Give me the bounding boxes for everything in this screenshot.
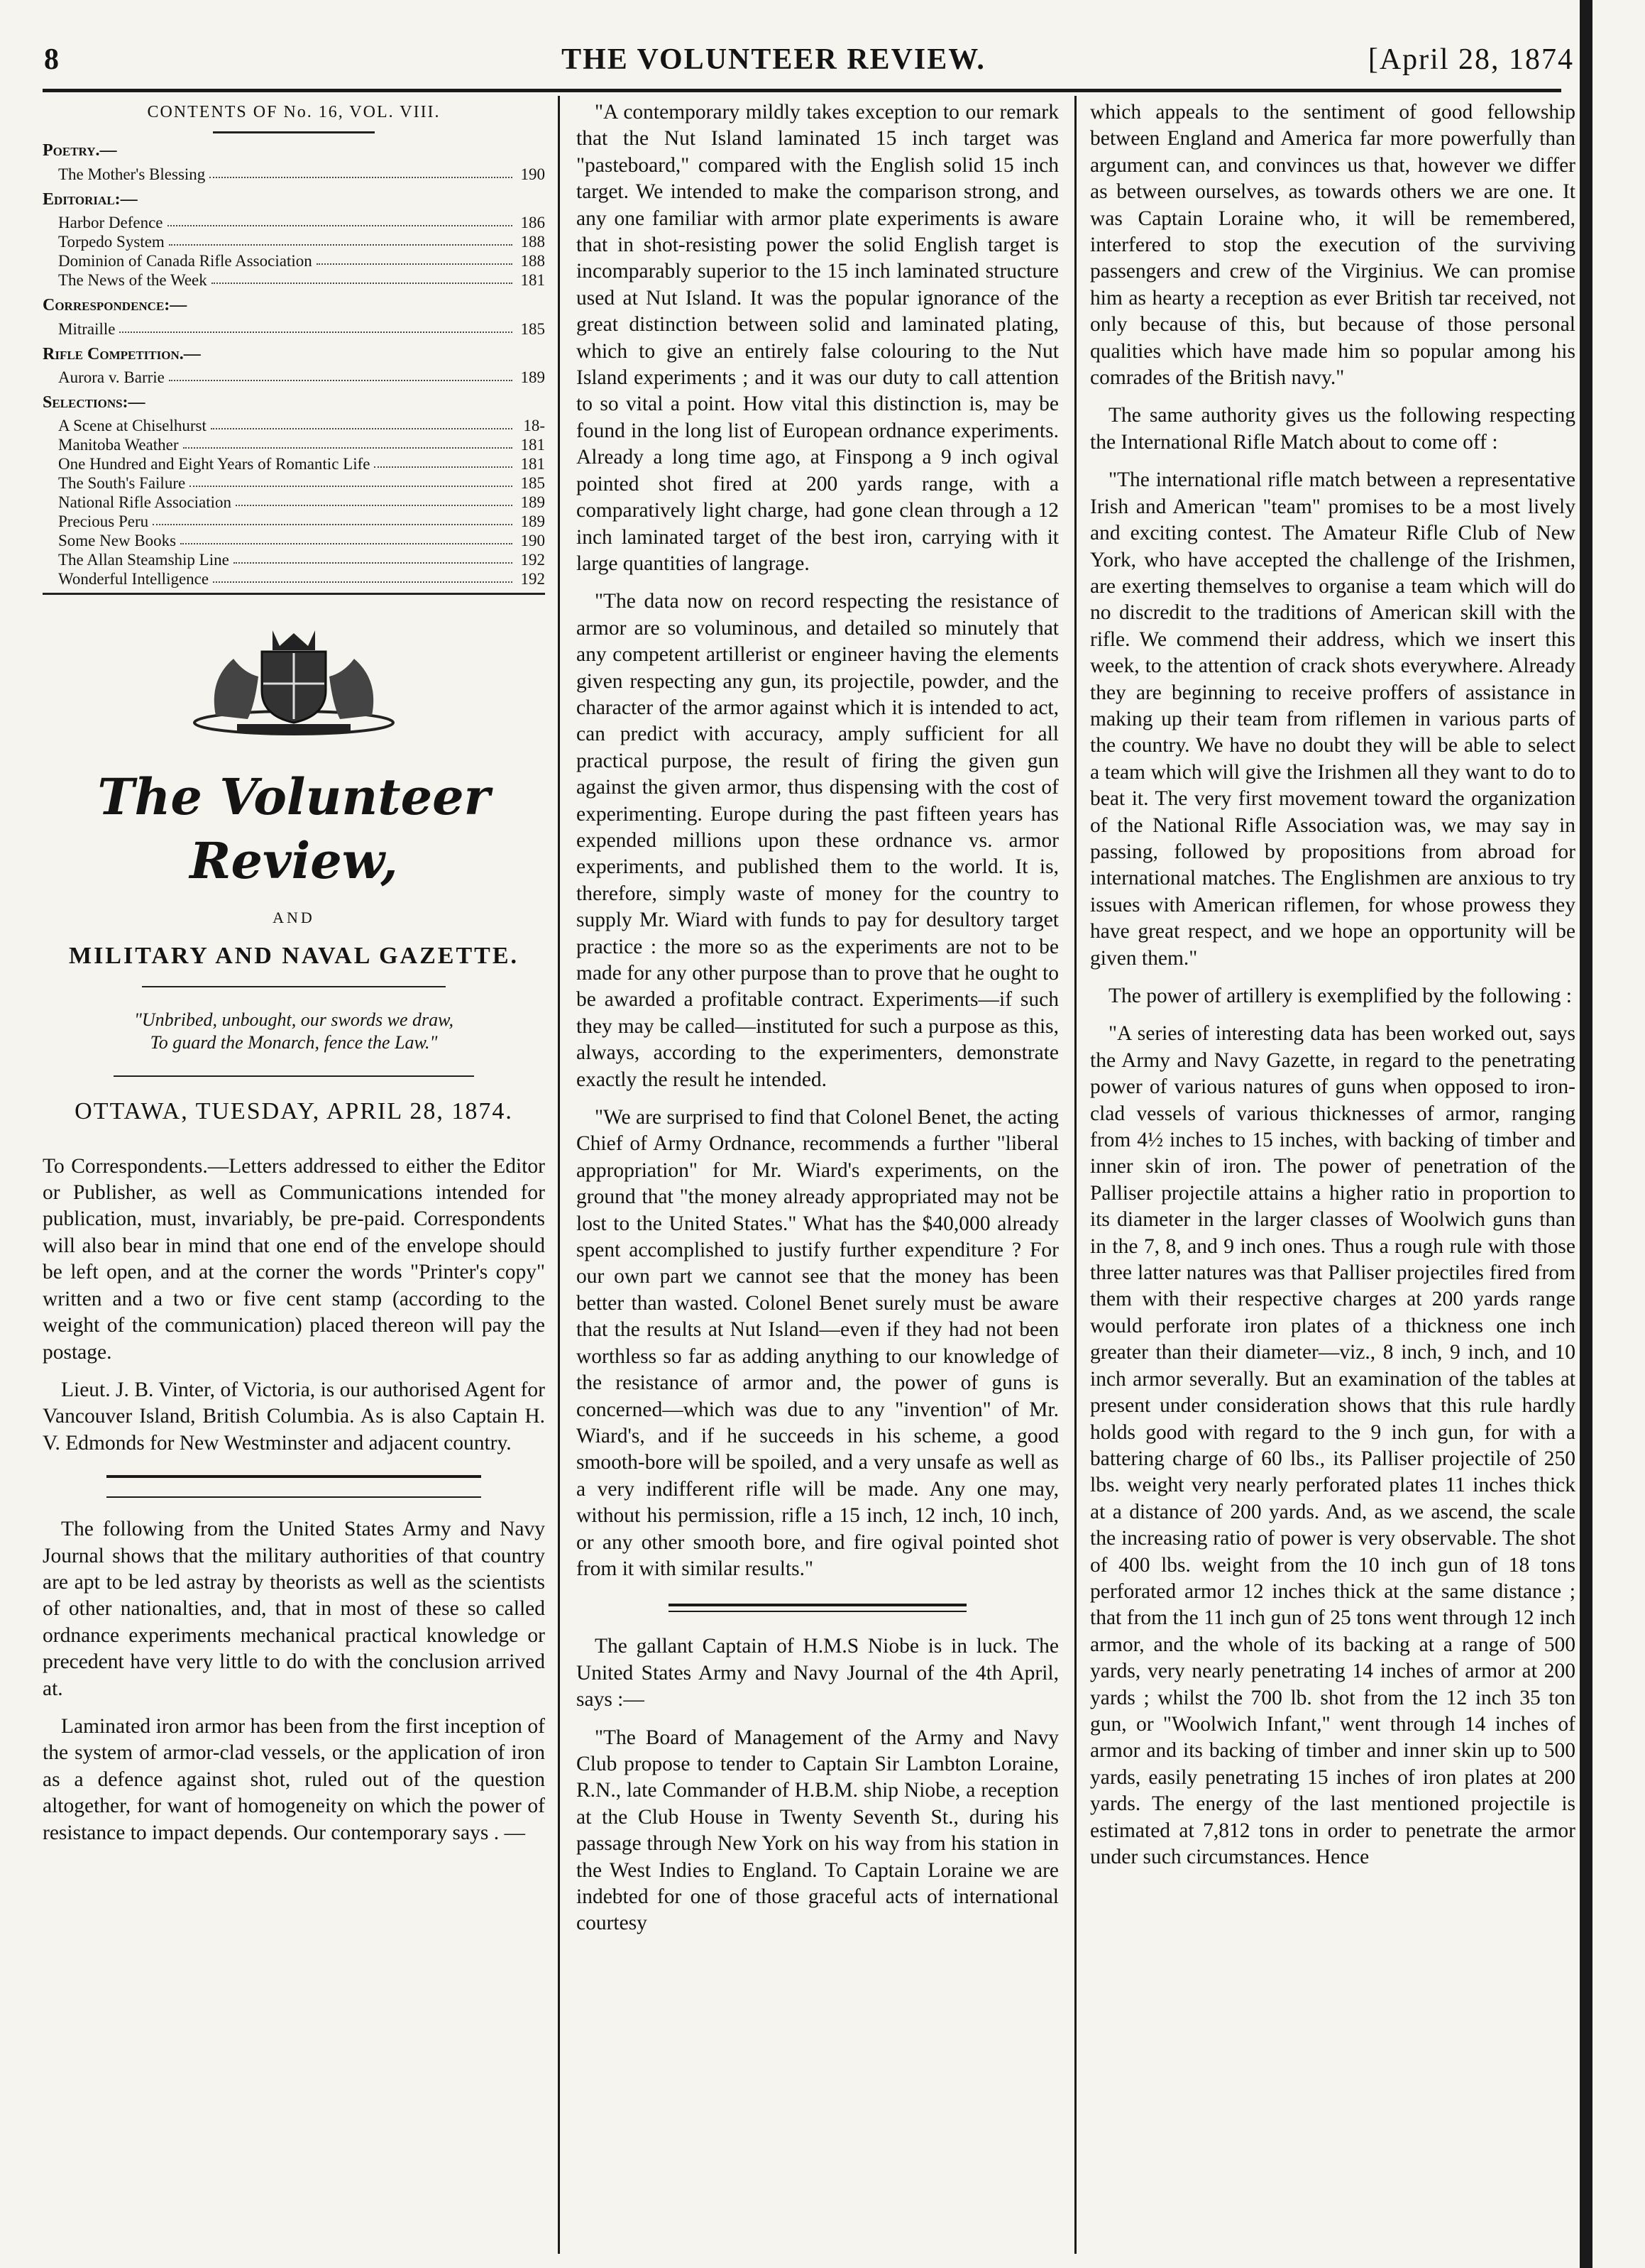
column-1 bbox=[43, 99, 545, 1858]
masthead-subtitle: MILITARY AND NAVAL GAZETTE. bbox=[68, 942, 519, 969]
masthead-and: AND bbox=[273, 909, 315, 927]
separator bbox=[669, 1604, 967, 1606]
contents-item: Torpedo System 188 bbox=[58, 233, 545, 251]
separator bbox=[106, 1475, 481, 1478]
contents-section-heading: Rifle Competition.— bbox=[43, 344, 201, 363]
contents-item: Precious Peru 189 bbox=[58, 513, 545, 531]
separator bbox=[669, 1611, 967, 1612]
contents-section-heading: Selections:— bbox=[43, 393, 145, 412]
masthead-dateline: OTTAWA, TUESDAY, APRIL 28, 1874. bbox=[75, 1098, 513, 1125]
contents-item: The News of the Week 181 bbox=[58, 271, 545, 290]
article-paragraph: The following from the United States Army and Navy Journal shows that the military authorities of that country are apt to be led astray by theorists as well as the scientists of other nationalties, and, that in most of these so called ordnance experiments mechanical practical knowledge or precedent have very little to do with the conclusion arrived at. bbox=[43, 1518, 545, 1700]
issue-date: [April 28, 1874 bbox=[1368, 43, 1574, 76]
separator bbox=[106, 1496, 481, 1498]
contents-section-heading: Poetry.— bbox=[43, 141, 117, 160]
contents-item: Mitraille 185 bbox=[58, 319, 545, 338]
contents-item: Manitoba Weather 181 bbox=[58, 436, 545, 454]
contents-item: The Mother's Blessing 190 bbox=[58, 165, 545, 183]
contents-title: CONTENTS OF No. 16, VOL. VIII. bbox=[147, 103, 441, 121]
page-number: 8 bbox=[44, 43, 60, 76]
article-paragraph: "A series of interesting data has been worked out, says the Army and Navy Gazette, in regard to the penetrating power of various natures of guns when opposed to iron-clad vessels of various thicknesses of armor, ranging from 4½ inches to 15 inches, with backing of timber and inner skin of iron. The power of penetration of the Palliser projectile attains a higher ratio in proportion to its diameter in the larger classes of Woolwich guns than in the 7, 8, and 9 inch ones. Thus a rough rule with those three latter natures was that Palliser projectiles fired from them with their respective charges at 200 yards range would perforate iron plates of a thickness one inch greater than their diameter—viz., 8 inch, 9 inch, and 10 inch armor severally. But an examination of the tables at present under consideration shows that this rule hardly holds good with regard to the 9 inch gun, for with a battering charge of 60 lbs., its Palliser projectile of 250 lbs. weight very nearly perforated plates 11 inches thick at a distance of 200 yards. And, as we ascend, the scale the increasing ratio of power is very observable. The shot of 400 lbs. weight from the 10 inch gun of 18 tons perforated armor 12 inches thick at the same distance ; that from the 11 inch gun of 25 tons went through 12 inch armor, and the whole of its backing at a range of 500 yards, very nearly penetrating 14 inches of armor at 200 yards ; whilst the 700 lb. shot from the 12 inch 35 ton gun, or "Woolwich Infant," went through 14 inches of armor and its backing of timber and inner skin up to 500 yards, easily penetrating 15 inches of iron plates at 200 yards. The energy of the last mentioned projectile is estimated at 7,812 tons in order to penetrate the armor under such circumstances. Hence bbox=[1090, 1022, 1575, 1868]
article-paragraph: Laminated iron armor has been from the first inception of the system of armor-clad vessels, or the application of iron as a defence against shot, ruled out of the question altogether, for want of homogeneity on which the power of resistance to impact depends. Our contemporary says . — bbox=[43, 1714, 545, 1844]
correspondents-notice: To Correspondents.—Letters addressed to either the Editor or Publisher, as well as Communications intended for publication, must, invariably, be pre-paid. Correspondents will also bear in mind that one end of the envelope should be left open, and at the corner the words "Printer's copy" written and a two or five cent stamp (according to the weight of the communication) placed thereon will pay the postage. bbox=[43, 1154, 545, 1364]
article-paragraph: The gallant Captain of H.M.S Niobe is in luck. The United States Army and Navy Journal of the 4th April, says :— bbox=[576, 1635, 1059, 1711]
contents-item: Wonderful Intelligence 192 bbox=[58, 570, 545, 588]
article-paragraph: "The data now on record respecting the resistance of armor are so voluminous, and detailed so minutely that any competent artillerist or engineer having the elements given respecting any gun, its projectile, powder, and the character of the armor against which it is intended to act, can predict with accuracy, amply sufficient for all practical purpose, the result of firing the given gun against the given armor, thus dispensing with the cost of experimenting. Europe during the past fifteen years has expended millions upon these ordnance vs. armor experiments, and published them to the world. It is, therefore, simply waste of money for the country to supply Mr. Wiard with funds to pay for desultory target practice : the more so as the experiments are not to be made for any other purpose than to prove that he ought to be awarded a profitable contract. Experiments—if such they may be called—instituted for such a purpose as this, always, according to the experimenters, demonstrate exactly the result he intended. bbox=[576, 590, 1059, 1091]
agent-notice: Lieut. J. B. Vinter, of Victoria, is our authorised Agent for Vancouver Island, British Columbia. As is also Captain H. V. Edmonds for New Westminster and adjacent country. bbox=[43, 1378, 545, 1455]
contents-item: National Rifle Association 189 bbox=[58, 493, 545, 512]
article-paragraph: "The international rifle match between a representative Irish and American "team" promises to be a most lively and exciting contest. The Amateur Rifle Club of New York, who have accepted the challenge of the Irishmen, are exerting themselves to organise a team which will do no discredit to the traditions of American skill with the rifle. We commend their address, which we insert this week, to the attention of crack shots everywhere. Already they are beginning to receive proffers of assistance in making up their team from riflemen in various parts of the country. We have no doubt they will be able to select a team which will give the Irishmen all they want to do to beat it. The very first movement toward the organization of the National Rifle Association was, we may say in passing, followed by propositions from abroad for international matches. The Englishmen are anxious to try issues with American riflemen, for whose prowess they have great respect, and we hope an opportunity will be given them." bbox=[1090, 469, 1575, 970]
contents-item: A Scene at Chiselhurst 18- bbox=[58, 417, 545, 435]
contents-item: The South's Failure 185 bbox=[58, 474, 545, 493]
motto-line-2: To guard the Monarch, fence the Law." bbox=[150, 1032, 438, 1053]
article-paragraph: "The Board of Management of the Army and Navy Club propose to tender to Captain Sir Lambton Loraine, R.N., late Commander of H.B.M. ship Niobe, a reception at the Club House in Twenty Seventh St., during his passage through New York on his way from his station in the West Indies to England. To Captain Loraine we are indebted for one of those graceful acts of international courtesy bbox=[576, 1726, 1059, 1935]
column-3 bbox=[1090, 99, 1575, 1882]
contents-section-heading: Correspondence:— bbox=[43, 296, 187, 315]
contents-item: Harbor Defence 186 bbox=[58, 214, 545, 232]
article-paragraph: which appeals to the sentiment of good fellowship between England and America far more powerfully than argument can, and convinces us that, however we differ as between ourselves, as towards others we are one. It was Captain Loraine who, it will be remembered, interfered to stop the execution of the surviving passengers and crew of the Virginius. We can promise him as hearty a reception as ever British tar received, not only because of this, but because of those personal qualities which have made him so popular among his comrades of the British navy." bbox=[1090, 101, 1575, 390]
article-paragraph: The same authority gives us the following respecting the International Rifle Match about to come off : bbox=[1090, 404, 1575, 454]
contents-section-heading: Editorial:— bbox=[43, 190, 138, 209]
masthead-motto bbox=[43, 1009, 545, 1054]
royal-coat-of-arms-icon bbox=[187, 623, 400, 744]
newspaper-title: THE VOLUNTEER REVIEW. bbox=[561, 43, 986, 76]
contents-item: Aurora v. Barrie 189 bbox=[58, 368, 545, 387]
article-paragraph: "We are surprised to find that Colonel Benet, the acting Chief of Army Ordnance, recommends a further "liberal appropriation" for Mr. Wiard's experiments, on the ground that "the money already appropriated may not be lost to the United States." What has the $40,000 already spent accomplished to justify further expenditure ? For our own part we cannot see that the money has been better than wasted. Colonel Benet surely must be aware that the results at Nut Island—even if they had not been worthless so far as adding anything to our knowledge of the resistance of armor and, the power of guns is concerned—which was due to any "invention" of Mr. Wiard's, and if he succeeds in his scheme, a good smooth-bore will be spoiled, and a very unsafe as well as a very indifferent rifle will be made. Any one may, without his permission, rifle a 15 inch, 12 inch, 10 inch, or any other smooth bore, and fire ogival pointed shot from it with similar results." bbox=[576, 1106, 1059, 1580]
masthead-title: The Volunteer Review, bbox=[97, 767, 490, 891]
contents-item: The Allan Steamship Line 192 bbox=[58, 551, 545, 569]
right-edge-rule bbox=[1580, 0, 1592, 2268]
header-rule bbox=[43, 89, 1561, 92]
column-rule-1 bbox=[558, 96, 560, 2254]
motto-line-1: "Unbribed, unbought, our swords we draw, bbox=[133, 1009, 454, 1031]
contents-item: Some New Books 190 bbox=[58, 532, 545, 550]
contents-box bbox=[43, 99, 545, 595]
contents-item: One Hundred and Eight Years of Romantic Life 181 bbox=[58, 455, 545, 473]
article-paragraph: "A contemporary mildly takes exception to our remark that the Nut Island laminated 15 inch target was "pasteboard," compared with the English solid 15 inch target. We intended to make the comparison strong, and any one familiar with armor plate experiments is aware that in shot-resisting power the solid English target is incomparably superior to the 15 inch laminated structure used at Nut Island. It was the popular ignorance of the great distinction between solid and laminated plating, which to give an entirely false colouring to the Nut Island experiments ; and it was our duty to call attention to so vital a point. How vital this distinction is, may be found in the long list of European ordnance experiments. Already a long time ago, at Finspong a 9 inch ogival pointed shot fired at 200 yards range, with a comparatively light charge, had gone clean through a 12 inch laminated target of the best iron, carrying with it large quantities of langrage. bbox=[576, 101, 1059, 575]
column-rule-2 bbox=[1074, 96, 1077, 2254]
article-paragraph: The power of artillery is exemplified by the following : bbox=[1108, 985, 1572, 1007]
column-2 bbox=[576, 99, 1059, 1949]
contents-item: Dominion of Canada Rifle Association 188 bbox=[58, 252, 545, 270]
